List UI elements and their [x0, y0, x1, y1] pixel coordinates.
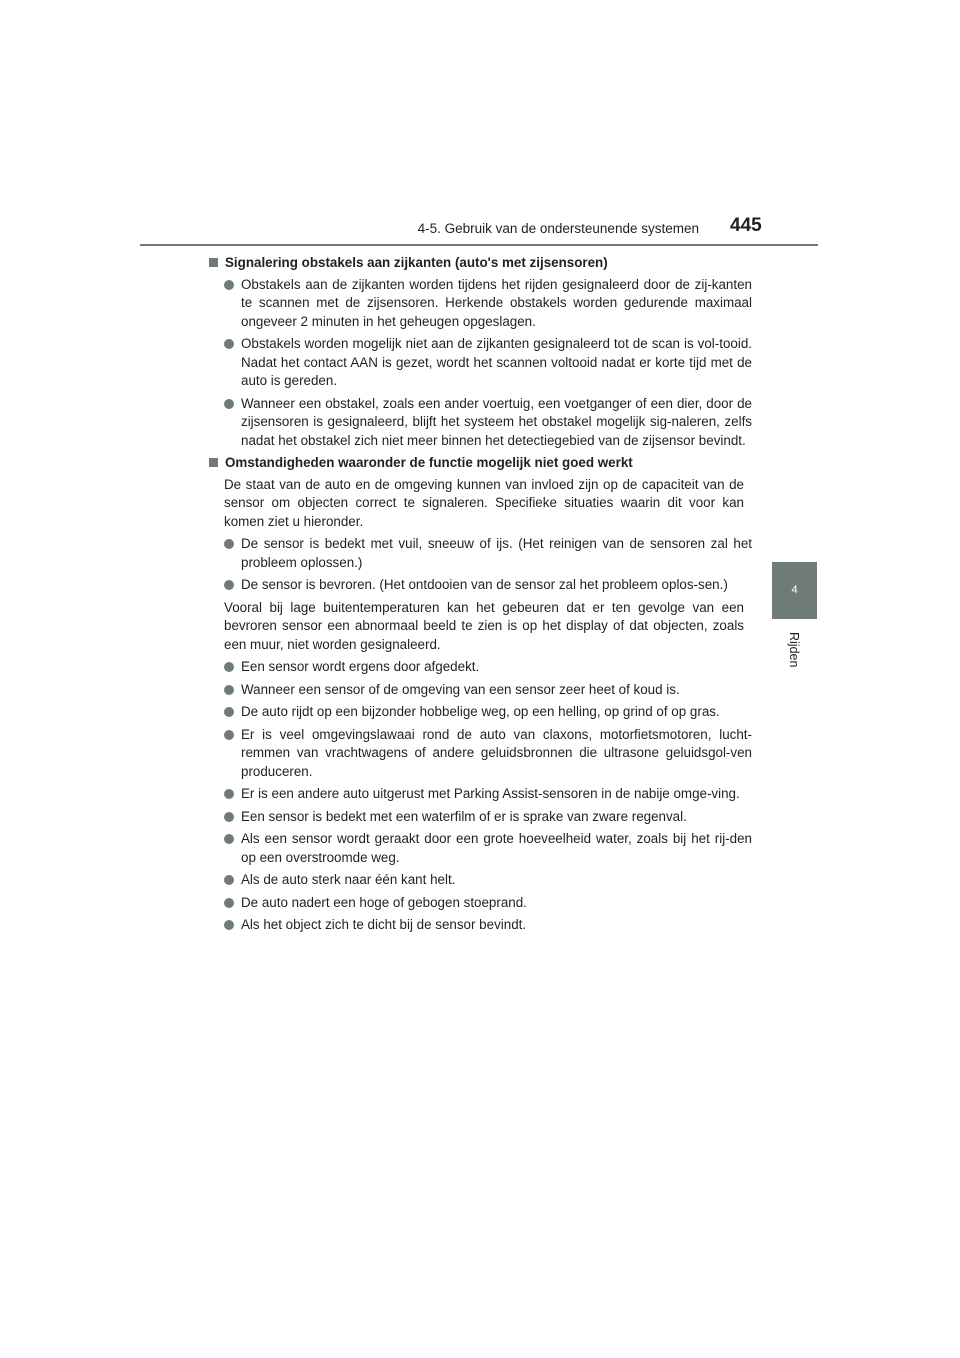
list-item-text: Wanneer een sensor of de omgeving van een sensor zeer heet of koud is. — [241, 681, 680, 697]
chapter-tab[interactable]: 4 — [772, 562, 817, 619]
page-number: 445 — [730, 215, 762, 236]
square-bullet-icon — [209, 458, 218, 467]
bullet-dot-icon — [224, 875, 234, 885]
list-item-text: Als het object zich te dicht bij de sensor bevindt. — [241, 917, 527, 932]
square-bullet-icon — [209, 258, 218, 267]
list-item-text: Wanneer een obstakel, zoals een ander voertuig, een voetganger of een dier, door de zijsensoren is gesignaleerd, blijft het systeem het obstakel mogelijk sig-naleren, zelfs nadat het obstakel zich niet meer binnen het detectiegebied van de zijsensor bevindt. — [241, 395, 752, 448]
bullet-dot-icon — [224, 539, 234, 549]
section-heading-text: Omstandigheden waaronder de functie mogelijk niet goed werkt — [225, 455, 633, 470]
list-item — [224, 785, 752, 804]
list-item — [224, 576, 752, 595]
bullet-dot-icon — [224, 730, 234, 740]
list-item — [224, 916, 752, 935]
list-item — [224, 830, 752, 867]
list-item-text: Een sensor wordt ergens door afgedekt. — [241, 659, 480, 674]
middle-paragraph: Vooral bij lage buitentemperaturen kan het gebeuren dat er ten gevolge van een bevroren sensor een abnormaal beeld te zien is op het display of dat objecten, zoals een muur, niet worden gesignaleerd. — [224, 599, 744, 652]
list-item-text: Een sensor is bedekt met een waterfilm of er is sprake van zware regenval. — [241, 808, 687, 824]
list-item-text: Obstakels aan de zijkanten worden tijdens het rijden gesignaleerd door de zij-kanten te scannen met de zijsensoren. Herkende obstakels worden gedurende maximaal ongeveer 2 minuten in het geheugen opgeslagen. — [241, 276, 752, 329]
list-item — [224, 535, 752, 572]
list-item-text: De auto rijdt op een bijzonder hobbelige weg, op een helling, op grind of op gras. — [241, 704, 720, 719]
bullet-dot-icon — [224, 834, 234, 844]
section-heading-text: Signalering obstakels aan zijkanten (auto's met zijsensoren) — [225, 255, 608, 270]
bullet-dot-icon — [224, 399, 234, 409]
chapter-title: 4-5. Gebruik van de ondersteunende systemen — [417, 221, 699, 236]
list-item — [224, 658, 752, 677]
section-heading — [207, 454, 752, 473]
list-item — [224, 335, 752, 391]
list-item — [224, 808, 752, 827]
bullet-dot-icon — [224, 280, 234, 290]
chapter-tab-label: Rijden — [787, 632, 801, 668]
list-item-text: De sensor is bevroren. (Het ontdooien van de sensor zal het probleem oplos-sen.) — [241, 577, 728, 592]
bullet-dot-icon — [224, 339, 234, 349]
list-item-text: De sensor is bedekt met vuil, sneeuw of ijs. (Het reinigen van de sensoren zal het probleem oplossen.) — [241, 536, 752, 570]
page-content — [207, 254, 752, 939]
list-item-text: Er is veel omgevingslawaai rond de auto van claxons, motorfietsmotoren, lucht-remmen van vrachtwagens of andere geluidsbronnen die ultrasone geluidsgol-ven produceren. — [241, 726, 752, 779]
list-item — [224, 871, 752, 890]
list-item-text: De auto nadert een hoge of gebogen stoeprand. — [241, 894, 527, 910]
list-item — [224, 726, 752, 782]
list-item-text: Obstakels worden mogelijk niet aan de zijkanten gesignaleerd tot de scan is vol-tooid. Nadat het contact AAN is gezet, wordt het scannen voltooid nadat er korte tijd met de auto is gereden. — [241, 336, 752, 388]
section-heading — [207, 254, 752, 273]
bullet-dot-icon — [224, 789, 234, 799]
list-item — [224, 276, 752, 332]
list-item-text: Er is een andere auto uitgerust met Parking Assist-sensoren in de nabije omge-ving. — [241, 786, 740, 801]
bullet-dot-icon — [224, 898, 234, 908]
bullet-dot-icon — [224, 707, 234, 717]
list-item — [224, 703, 752, 722]
bullet-dot-icon — [224, 662, 234, 672]
header-divider — [140, 244, 818, 246]
list-item-text: Als de auto sterk naar één kant helt. — [241, 872, 456, 887]
list-item — [224, 395, 752, 451]
list-item — [224, 894, 752, 913]
bullet-dot-icon — [224, 812, 234, 822]
list-item-text: Als een sensor wordt geraakt door een grote hoeveelheid water, zoals bij het rij-den op een overstroomde weg. — [241, 831, 752, 865]
intro-paragraph: De staat van de auto en de omgeving kunnen van invloed zijn op de capaciteit van de sensor om objecten correct te signaleren. Specifieke situaties waarin dit voor kan komen ziet u hieronder. — [224, 476, 744, 529]
list-item — [224, 681, 752, 700]
bullet-dot-icon — [224, 920, 234, 930]
bullet-dot-icon — [224, 685, 234, 695]
bullet-dot-icon — [224, 580, 234, 590]
